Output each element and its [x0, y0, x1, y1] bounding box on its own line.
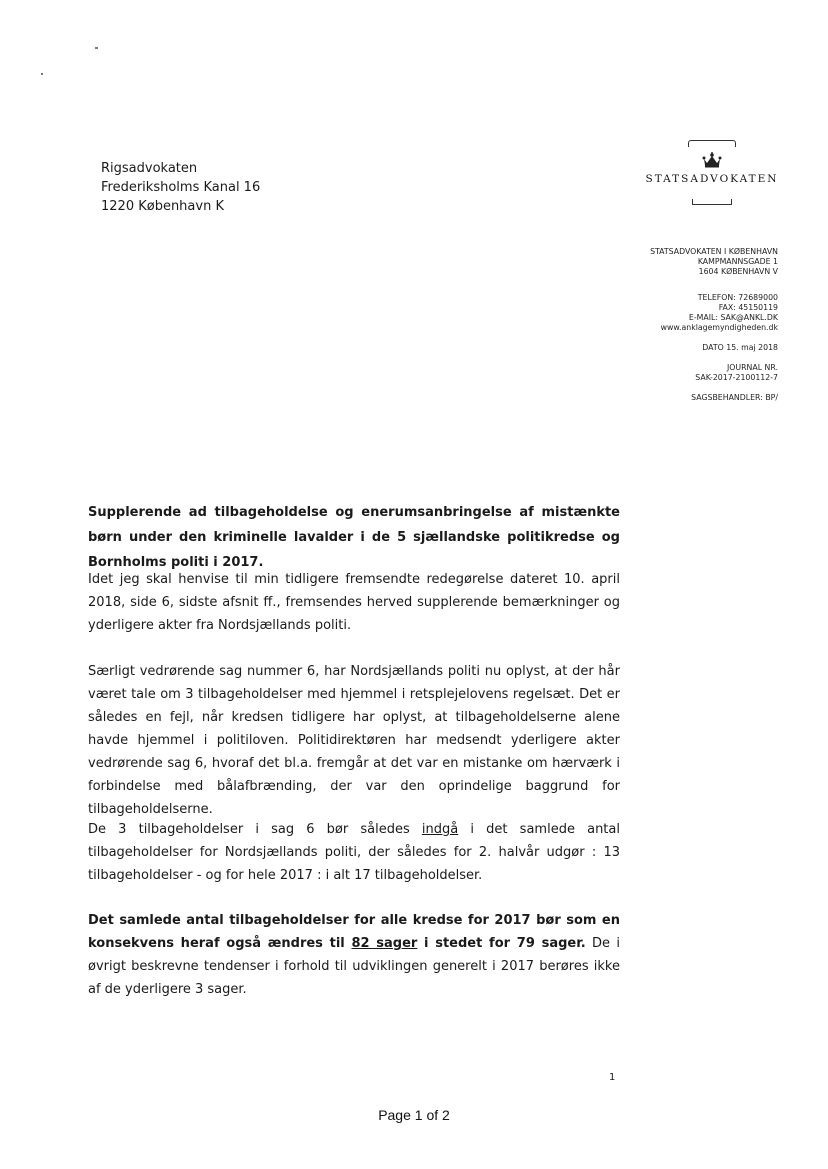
logo-rule-bottom [692, 199, 732, 205]
paragraph-3-underlined: indgå [421, 822, 459, 837]
paragraph-3 [88, 818, 620, 887]
statsadvokaten-logo [644, 140, 780, 205]
paragraph-2-text: Særligt vedrørende sag nummer 6, har Nordsjællands politi nu oplyst, at der hår været tale om 3 tilbageholdelser med hjemmel i retsplejelovens regelsæt. Det er således en fejl, når kredsen tidligere har oplyst, at tilbageholdelserne alene havde hjemmel i politiloven. Politidirektøren har medsendt yderligere akter vedrørende sag 6, hvoraf det bl.a. fremgår at det var en mistanke om hærværk i forbindelse med bålafbrænding, der var den oprindelige baggrund for tilbageholdelserne. [88, 664, 620, 817]
paragraph-1 [88, 568, 620, 637]
sender-org: STATSADVOKATEN I KØBENHAVN [650, 247, 778, 256]
paragraph-3-part-b: i det samlede antal tilbageholdelser for Nordsjællands politi, der således for 2. halvår udgør : 13 tilbageholdelser - og for hele 2017 : i alt 17 tilbageholdelser. [88, 822, 620, 883]
journal-number: SAK-2017-2100112-7 [695, 373, 778, 382]
sender-street: KAMPMANNSGADE 1 [697, 257, 778, 266]
sender-fax: FAX: 45150119 [718, 303, 778, 312]
paragraph-1-text: Idet jeg skal henvise til min tidligere fremsendte redegørelse dateret 10. april 2018, side 6, sidste afsnit ff., fremsendes herved supplerende bemærkninger og yderligere akter fra Nordsjællands politi. [88, 572, 620, 633]
paragraph-4-bold-1: Det samlede antal tilbageholdelser for alle kredse for 2017 bør som en konsekvens heraf også ændres til [88, 913, 620, 951]
recipient-name: Rigsadvokaten [101, 161, 198, 176]
paragraph-3-text [88, 818, 620, 887]
recipient-address [101, 159, 260, 216]
sender-phone: TELEFON: 72689000 [697, 293, 778, 302]
page-number: 1 [609, 1072, 616, 1083]
paragraph-4 [88, 909, 620, 1001]
letter-subject: Supplerende ad tilbageholdelse og enerumsanbringelse af mistænkte børn under den kriminelle lavalder i de 5 sjællandske politikredse og Bornholms politi i 2017. [88, 505, 620, 570]
sender-info [650, 247, 778, 403]
paragraph-4-bold-underlined: 82 sager [351, 936, 418, 951]
paragraph-4-bold-2: i stedet for 79 sager. [417, 936, 586, 951]
recipient-street: Frederiksholms Kanal 16 [101, 180, 261, 195]
logo-wordmark: STATSADVOKATEN [645, 173, 779, 185]
page-footer: Page 1 of 2 [378, 1107, 450, 1123]
journal-label: JOURNAL NR. [727, 363, 778, 372]
paragraph-4-rest: De i øvrigt beskrevne tendenser i forhold til udviklingen generelt i 2017 berøres ikke af de yderligere 3 sager. [88, 936, 620, 997]
sender-email: E-MAIL: SAK@ANKL.DK [688, 313, 778, 322]
logo-rule-top [688, 140, 736, 147]
paragraph-2 [88, 660, 620, 821]
recipient-city: 1220 København K [101, 199, 224, 214]
scan-speck [95, 47, 98, 49]
case-handler: SAGSBEHANDLER: BP/ [691, 393, 778, 402]
sender-web: www.anklagemyndigheden.dk [660, 323, 778, 332]
crown-icon [701, 152, 723, 169]
scan-speck [41, 73, 43, 75]
letter-date: DATO 15. maj 2018 [702, 343, 778, 352]
sender-city: 1604 KØBENHAVN V [698, 267, 778, 276]
paragraph-4-text [88, 909, 620, 1001]
paragraph-3-part-a: De 3 tilbageholdelser i sag 6 bør således [88, 822, 422, 837]
